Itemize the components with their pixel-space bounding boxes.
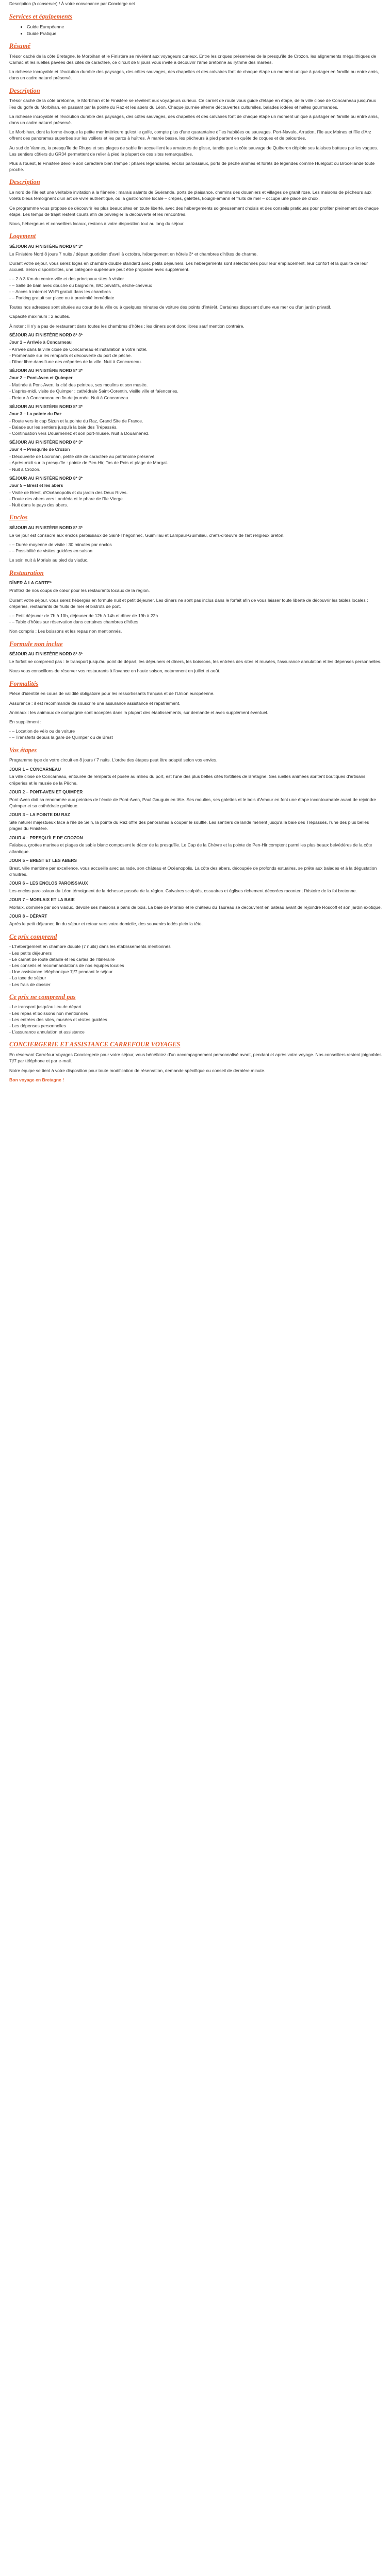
list-item: - Matinée à Pont-Aven, la cité des peintres, ses moulins et son musée. [9,382,382,388]
paragraph: Durant votre séjour, vous serez hébergés en formule nuit et petit déjeuner. Les dîners ne sont pas inclus dans le forfait afin de vous laisser toute liberté de découvrir les tables locales : crêperies, restaurants de fruits de mer et bistrots de port. [9,597,368,609]
day-title: Jour 2 – Pont-Aven et Quimper [9,375,73,381]
list-item: - – Location de vélo ou de voiture [9,728,382,734]
day-heading: SÉJOUR AU FINISTÈRE NORD 8* 3* [9,439,83,445]
voyage-heading: JOUR 8 – DÉPART [9,913,47,919]
paragraph: Le soir, nuit à Morlaix au pied du viaduc. [9,557,89,563]
list-item: • Guide Européenne [27,24,382,30]
list-item: - Promenade sur les remparts et découverte du port de pêche. [9,352,382,359]
restauration-title: Restauration [9,569,44,577]
list-item: - – Transferts depuis la gare de Quimper ou de Brest [9,734,382,740]
itinerary-day [9,368,382,400]
list-item: - Les petits déjeuners [9,950,382,956]
voyage-block [9,812,382,832]
paragraph: Ce programme vous propose de découvrir les plus beaux sites en toute liberté, avec des hébergements soigneusement choisis et des conseils pratiques pour profiter pleinement de chaque étape. Les temps de trajet restent courts afin de privilégier la découverte et les rencontres. [9,205,379,217]
list-item: - Découverte de Locronan, petite cité de caractère au patrimoine préservé. [9,453,382,460]
paragraph: Le nord de l'île est une véritable invitation à la flânerie : marais salants de Guérande, ports de plaisance, chemins des douaniers et villages de granit rose. Les maisons de pêcheurs aux volets bleus témoignent d'un art de vivre authentique, où la gastronomie locale – crêpes, galettes, kouign-amann et fruits de mer – occupe une place de choix. [9,190,371,201]
description2-title: Description [9,178,40,186]
itinerary-day [9,332,382,365]
paragraph: À noter : Il n'y a pas de restaurant dans toutes les chambres d'hôtes ; les dîners sont donc libres sauf mention contraire. [9,323,245,329]
day-title: Jour 5 – Brest et les abers [9,482,63,488]
paragraph: Nous, hébergeurs et conseillers locaux, restons à votre disposition tout au long du séjour. [9,221,185,226]
day-title: Jour 3 – La pointe du Raz [9,411,62,416]
list-item: - Les repas et boissons non mentionnés [9,1010,382,1016]
paragraph: Animaux : les animaux de compagnie sont acceptés dans la plupart des établissements, sur demande et avec supplément éventuel. [9,709,269,715]
services-list [9,24,382,37]
list-item: - Dîner libre dans l'une des crêperies de la ville. Nuit à Concarneau. [9,359,382,365]
paragraph: Pont-Aven doit sa renommée aux peintres de l'école de Pont-Aven, Paul Gauguin en tête. Ses moulins, ses galettes et le bois d'Amour en font une étape incontournable avant de rejoindre Quimper et sa cathédrale gothique. [9,796,376,808]
prix-exclut-title: Ce prix ne comprend pas [9,993,76,1001]
itinerary-day [9,439,382,472]
paragraph: Non compris : Les boissons et les repas non mentionnés. [9,629,122,634]
itinerary-day [9,476,382,508]
closing-highlight: Bon voyage en Bretagne ! [9,1077,64,1082]
voyage-block [9,897,382,910]
voyage-heading: JOUR 2 – PONT-AVEN ET QUIMPER [9,789,83,794]
list-item: - Balade sur les sentiers jusqu'à la baie des Trépassés. [9,424,382,430]
notice-text: Description (à conserver) / À votre convenance par Concierge.net [9,1,135,6]
paragraph: Trésor caché de la côte Bretagne, le Morbihan et le Finistère se révèlent aux voyageurs curieux. Entre les criques préservées de la presqu'île de Crozon, les alignements mégalithiques de Carnac et les ruelles pavées des cités de caractère, ce circuit de 8 jours vous invite à découvrir l'âme bretonne au rythme des marées. [9,53,377,65]
restauration-heading: DÎNER À LA CARTE* [9,580,52,586]
paragraph: Programme type de votre circuit en 8 jours / 7 nuits. L'ordre des étapes peut être adapté selon vos envies. [9,757,218,763]
paragraph: Plus à l'ouest, le Finistère dévoile son caractère bien trempé : phares légendaires, enclos paroissiaux, ports de pêche animés et forêts de légendes comme Huelgoat ou Brocéliande toute proche. [9,161,375,173]
prix-comprend-title: Ce prix comprend [9,933,57,940]
paragraph: Au sud de Vannes, la presqu'île de Rhuys et ses plages de sable fin accueillent les amateurs de glisse, tandis que la côte sauvage de Quiberon déploie ses falaises battues par les vagues. Les sentiers côtiers du GR34 permettent de relier à pied la plupart de ces sites remarquables. [9,145,378,157]
paragraph: Toutes nos adresses sont situées au cœur de la ville ou à quelques minutes de voiture des points d'intérêt. Certaines disposent d'une vue mer ou d'un jardin privatif. [9,304,332,310]
list-item: - Le carnet de route détaillé et les cartes de l'itinéraire [9,956,382,962]
paragraph: Brest, ville maritime par excellence, vous accueille avec sa rade, son château et Océanopolis. La côte des abers, découpée de profonds estuaires, se prête aux balades et à la dégustation d'huîtres. [9,865,377,877]
list-item: - – 2 à 3 Km du centre-ville et des principaux sites à visiter [9,276,382,282]
conciergerie-title: CONCIERGERIE ET ASSISTANCE CARREFOUR VOYAGES [9,1041,181,1048]
page [0,0,391,1086]
paragraph: Morlaix, dominée par son viaduc, dévoile ses maisons à pans de bois. La baie de Morlaix et le château du Taureau se découvrent en bateau avant de rejoindre Roscoff et son jardin exotique. [9,905,382,910]
paragraph: Trésor caché de la côte bretonne, le Morbihan et le Finistère se révèlent aux voyageurs curieux. Ce carnet de route vous guide d'étape en étape, de la ville close de Concarneau jusqu'aux îles du golfe du Morbihan, en passant par la pointe du Raz et les abers du Léon. Chaque journée alterne découvertes culturelles, balades iodées et haltes gourmandes. [9,98,376,110]
voyage-heading: JOUR 1 – CONCARNEAU [9,766,61,772]
paragraph: Le 6e jour est consacré aux enclos paroissiaux de Saint-Thégonnec, Guimiliau et Lampaul-Guimiliau, chefs-d'œuvre de l'art religieux breton. [9,532,285,538]
list-item: - Une assistance téléphonique 7j/7 pendant le séjour [9,969,382,975]
voyage-heading: JOUR 4 – PRESQU'ÎLE DE CROZON [9,835,83,840]
paragraph: Assurance : il est recommandé de souscrire une assurance assistance et rapatriement. [9,700,181,706]
description-title: Description [9,87,40,94]
paragraph: Falaises, grottes marines et plages de sable blanc composent le décor de la presqu'île. Le Cap de la Chèvre et la pointe de Pen-Hir comptent parmi les plus beaux belvédères de la côte atlantique. [9,842,372,854]
voyages-title: Vos étapes [9,746,37,754]
list-item: - Visite de Brest, d'Océanopolis et du jardin des Deux Rives. [9,489,382,496]
voyage-block [9,835,382,855]
voyage-block [9,858,382,877]
list-item: - L'assurance annulation et assistance [9,1029,382,1035]
formule-heading: SÉJOUR AU FINISTÈRE NORD 8* 3* [9,651,83,657]
paragraph: Le Finistère Nord 8 jours 7 nuits / départ quotidien d'avril à octobre, hébergement en hôtels 3* et chambres d'hôtes de charme. [9,251,258,257]
list-item: - Les conseils et recommandations de nos équipes locales [9,962,382,969]
paragraph: Site naturel majestueux face à l'île de Sein, la pointe du Raz offre des panoramas à couper le souffle. Les sentiers de lande mènent jusqu'à la baie des Trépassés, l'une des plus belles plages du Finistère. [9,820,369,832]
day-heading: SÉJOUR AU FINISTÈRE NORD 8* 3* [9,475,83,481]
list-item: - Les entrées des sites, musées et visites guidées [9,1016,382,1023]
services-title: Services et équipements [9,12,73,20]
paragraph: Notre équipe se tient à votre disposition pour toute modification de réservation, demande spécifique ou conseil de dernière minute. [9,1067,266,1073]
list-item: - Retour à Concarneau en fin de journée. Nuit à Concarneau. [9,395,382,401]
logement-title: Logement [9,232,36,240]
list-item: - – Durée moyenne de visite : 30 minutes par enclos [9,541,382,548]
list-item: - Après-midi sur la presqu'île : pointe de Pen-Hir, Tas de Pois et plage de Morgat. [9,460,382,466]
paragraph: La richesse incroyable et l'évolution durable des paysages, des côtes sauvages, des chapelles et des calvaires font de chaque étape un moment unique à partager en famille ou entre amis, dans un cadre naturel préservé. [9,69,379,81]
paragraph: La richesse incroyable et l'évolution durable des paysages, des côtes sauvages, des chapelles et des calvaires font de chaque étape un moment unique à partager en famille ou entre amis, dans un cadre naturel préservé. [9,113,379,125]
itinerary [9,332,382,508]
day-title: Jour 1 – Arrivée à Concarneau [9,339,72,345]
paragraph: Le forfait ne comprend pas : le transport jusqu'au point de départ, les déjeuners et dîners, les boissons, les entrées des sites et musées, l'assurance annulation et les dépenses personnelles. [9,659,382,665]
voyage-heading: JOUR 3 – LA POINTE DU RAZ [9,812,70,818]
list-item: - Les frais de dossier [9,981,382,988]
paragraph: Nous vous conseillons de réserver vos restaurants à l'avance en haute saison, notamment en juillet et août. [9,668,221,674]
day-title: Jour 4 – Presqu'île de Crozon [9,447,70,452]
list-item: - Route vers le cap Sizun et la pointe du Raz, Grand Site de France. [9,418,382,424]
enclos-heading: SÉJOUR AU FINISTÈRE NORD 8* 3* [9,524,83,530]
paragraph: Durant votre séjour, vous serez logés en chambre double standard avec petits déjeuners. Les hébergements sont sélectionnés pour leur emplacement, leur confort et la qualité de leur accueil. Selon disponibilités, une catégorie supérieure peut être proposée avec supplément. [9,261,368,273]
list-item: - – Accès à internet Wi-Fi gratuit dans les chambres [9,289,382,295]
list-item: - – Salle de bain avec douche ou baignoire, WC privatifs, sèche-cheveux [9,282,382,289]
itinerary-day [9,404,382,436]
paragraph: Pièce d'identité en cours de validité obligatoire pour les ressortissants français et de l'Union européenne. [9,691,215,697]
voyage-heading: JOUR 6 – LES ENCLOS PAROISSIAUX [9,880,88,886]
paragraph: En réservant Carrefour Voyages Conciergerie pour votre séjour, vous bénéficiez d'un accompagnement personnalisé avant, pendant et après votre voyage. Nos conseillers restent joignables 7j/7 par téléphone et par e-mail. [9,1052,382,1064]
paragraph: Les enclos paroissiaux du Léon témoignent de la richesse passée de la région. Calvaires sculptés, ossuaires et églises richement décorées racontent l'histoire de la foi bretonne. [9,888,357,894]
paragraph: Le Morbihan, dont la forme évoque la petite mer intérieure qu'est le golfe, compte plus d'une quarantaine d'îles habitées ou sauvages. Port-Navalo, Arradon, l'île aux Moines et l'île d'Arz offrent des panoramas superbes sur les voiliers et les parcs à huîtres. À marée basse, les pêcheurs à pied partent en quête de coques et de palourdes. [9,129,371,141]
logement-heading: SÉJOUR AU FINISTÈRE NORD 8* 3* [9,243,83,249]
enclos-title: Enclos [9,514,28,521]
voyage-block [9,880,382,894]
list-item: - L'hébergement en chambre double (7 nuits) dans les établissements mentionnés [9,943,382,950]
paragraph: Après le petit déjeuner, fin du séjour et retour vers votre domicile, des souvenirs iodés plein la tête. [9,921,203,927]
list-item: - Continuation vers Douarnenez et son port-musée. Nuit à Douarnenez. [9,430,382,436]
resume-title: Résumé [9,42,30,50]
list-item: - Nuit dans le pays des abers. [9,502,382,508]
voyage-block [9,913,382,927]
paragraph: En supplément : [9,719,42,724]
list-item: - – Table d'hôtes sur réservation dans certaines chambres d'hôtes [9,619,382,625]
voyage-block [9,789,382,809]
paragraph: La ville close de Concarneau, entourée de remparts et posée au milieu du port, est l'une des plus belles cités fortifiées de Bretagne. Ses ruelles animées abritent boutiques d'artisans, crêperies et le musée de la Pêche. [9,774,367,786]
day-heading: SÉJOUR AU FINISTÈRE NORD 8* 3* [9,403,83,409]
paragraph: Profitez de nos coups de cœur pour les restaurants locaux de la région. [9,588,150,594]
list-item: • Guide Pratique [27,30,382,37]
list-item: - La taxe de séjour [9,975,382,981]
formule-title: Formule non inclue [9,640,63,648]
voyage-block [9,767,382,786]
list-item: - – Parking gratuit sur place ou à proximité immédiate [9,295,382,301]
prix-exclut-list [9,1004,382,1035]
logement-features [9,276,382,301]
list-item: - – Possibilité de visites guidées en saison [9,548,382,554]
list-item: - Route des abers vers Landéda et le phare de l'île Vierge. [9,496,382,502]
paragraph: Capacité maximum : 2 adultes. [9,314,70,319]
day-heading: SÉJOUR AU FINISTÈRE NORD 8* 3* [9,332,83,337]
day-heading: SÉJOUR AU FINISTÈRE NORD 8* 3* [9,368,83,374]
list-item: - Les dépenses personnelles [9,1023,382,1029]
list-item: - L'après-midi, visite de Quimper : cathédrale Saint-Corentin, vieille ville et faïenceries. [9,388,382,394]
list-item: - Nuit à Crozon. [9,466,382,472]
list-item: - – Petit déjeuner de 7h à 10h, déjeuner de 12h à 14h et dîner de 19h à 22h [9,613,382,619]
list-item: - Arrivée dans la ville close de Concarneau et installation à votre hôtel. [9,346,382,352]
prix-comprend-list [9,943,382,987]
formalites-title: Formalités [9,680,39,687]
voyage-heading: JOUR 7 – MORLAIX ET LA BAIE [9,897,75,903]
voyage-heading: JOUR 5 – BREST ET LES ABERS [9,857,77,863]
list-item: - Le transport jusqu'au lieu de départ [9,1004,382,1010]
